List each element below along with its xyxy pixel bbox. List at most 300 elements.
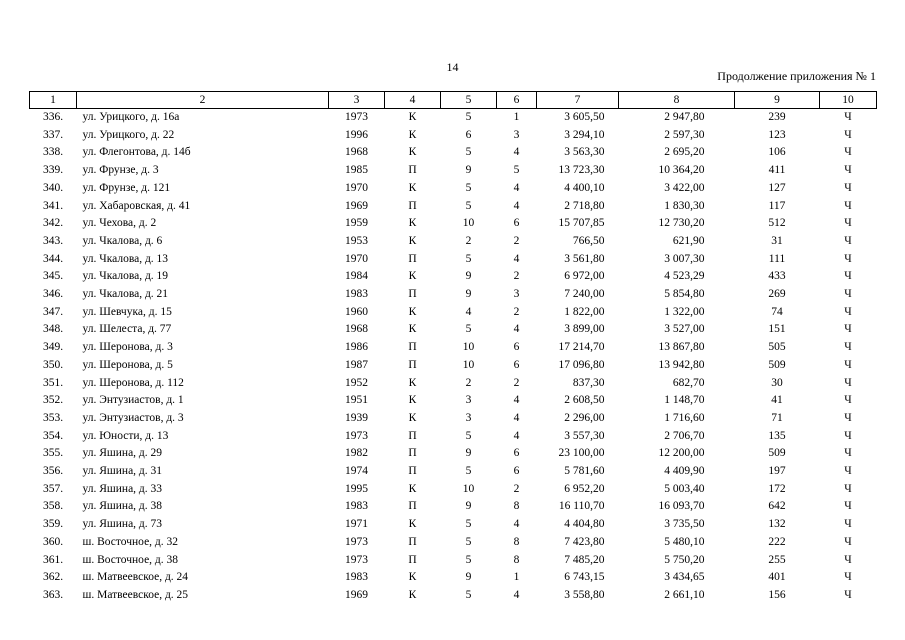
cell-ownership: Ч <box>844 500 852 513</box>
cell-entrances: 4 <box>513 323 520 336</box>
cell-address: ул. Урицкого, д. 16а <box>82 111 180 123</box>
cell-ownership: Ч <box>844 411 852 424</box>
cell-ownership: Ч <box>844 252 852 265</box>
cell-year-built: 1959 <box>345 217 368 230</box>
cell-living-area: 2 597,30 <box>664 128 705 141</box>
cell-total-area: 4 400,10 <box>564 181 605 194</box>
cell-residents: 111 <box>768 252 786 265</box>
cell-entrances: 2 <box>513 305 520 318</box>
table-row <box>30 339 877 357</box>
table-row <box>30 198 877 216</box>
cell-wall-type: К <box>408 518 417 531</box>
cell-wall-type: К <box>408 394 417 407</box>
cell-entrances: 4 <box>513 199 520 212</box>
cell-residents: 41 <box>771 394 783 407</box>
cell-living-area: 2 661,10 <box>664 588 705 601</box>
cell-residents: 269 <box>768 288 786 301</box>
cell-entrances: 6 <box>513 217 520 230</box>
cell-entrances: 4 <box>513 588 520 601</box>
cell-ownership: Ч <box>844 234 852 247</box>
cell-total-area: 3 557,30 <box>564 429 605 442</box>
cell-floors: 5 <box>465 588 472 601</box>
cell-floors: 10 <box>462 358 475 371</box>
cell-ownership: Ч <box>844 181 852 194</box>
cell-wall-type: П <box>408 199 417 212</box>
cell-entrances: 2 <box>513 482 520 495</box>
cell-total-area: 5 781,60 <box>564 465 605 478</box>
table-row <box>30 463 877 481</box>
cell-year-built: 1951 <box>345 394 368 407</box>
cell-ownership: Ч <box>844 199 852 212</box>
cell-address: ул. Чкалова, д. 19 <box>82 270 169 283</box>
cell-wall-type: П <box>408 341 417 354</box>
cell-floors: 5 <box>465 199 472 212</box>
cell-row-number: 346. <box>42 288 64 301</box>
cell-address: ул. Шевчука, д. 15 <box>82 305 172 318</box>
cell-year-built: 1939 <box>345 411 368 424</box>
cell-residents: 401 <box>768 571 786 584</box>
cell-living-area: 10 364,20 <box>658 164 705 177</box>
cell-address: ул. Фрунзе, д. 3 <box>82 164 159 177</box>
cell-floors: 5 <box>465 252 472 265</box>
cell-total-area: 3 563,30 <box>564 146 605 159</box>
cell-wall-type: К <box>408 234 417 247</box>
cell-total-area: 3 558,80 <box>564 588 605 601</box>
cell-floors: 3 <box>465 394 472 407</box>
cell-year-built: 1982 <box>345 447 368 460</box>
table-row <box>30 304 877 322</box>
cell-floors: 6 <box>465 128 472 141</box>
cell-address: ш. Матвеевское, д. 24 <box>82 571 189 584</box>
cell-total-area: 3 899,00 <box>564 323 605 336</box>
column-header: 1 <box>30 92 77 109</box>
table-row <box>30 498 877 516</box>
cell-living-area: 3 527,00 <box>664 323 705 336</box>
cell-year-built: 1984 <box>345 270 368 283</box>
cell-living-area: 1 322,00 <box>664 305 705 318</box>
cell-wall-type: П <box>408 358 417 371</box>
cell-entrances: 8 <box>513 500 520 513</box>
cell-floors: 5 <box>465 323 472 336</box>
cell-residents: 509 <box>768 358 786 371</box>
cell-row-number: 337. <box>42 128 64 141</box>
cell-address: ул. Шеронова, д. 112 <box>82 376 184 389</box>
cell-ownership: Ч <box>844 588 852 601</box>
cell-total-area: 2 296,00 <box>564 411 605 424</box>
cell-year-built: 1969 <box>345 199 368 212</box>
cell-living-area: 3 434,65 <box>664 571 705 584</box>
cell-row-number: 360. <box>42 535 64 548</box>
cell-row-number: 336. <box>42 111 64 123</box>
cell-row-number: 356. <box>42 465 64 478</box>
cell-ownership: Ч <box>844 482 852 495</box>
cell-address: ул. Энтузиастов, д. 3 <box>82 411 184 424</box>
table-row <box>30 233 877 251</box>
cell-living-area: 13 942,80 <box>658 358 705 371</box>
column-header: 3 <box>329 92 385 109</box>
cell-address: ул. Энтузиастов, д. 1 <box>82 394 184 407</box>
cell-living-area: 2 947,80 <box>664 111 705 123</box>
cell-row-number: 355. <box>42 447 64 460</box>
table-row <box>30 587 877 605</box>
cell-ownership: Ч <box>844 571 852 584</box>
cell-floors: 9 <box>465 447 472 460</box>
cell-residents: 222 <box>768 535 786 548</box>
table-row <box>30 109 877 127</box>
cell-total-area: 23 100,00 <box>558 447 605 460</box>
cell-residents: 509 <box>768 447 786 460</box>
cell-total-area: 7 485,20 <box>564 553 605 566</box>
cell-living-area: 5 003,40 <box>664 482 705 495</box>
table-row <box>30 357 877 375</box>
cell-wall-type: К <box>408 571 417 584</box>
cell-floors: 9 <box>465 270 472 283</box>
cell-address: ул. Фрунзе, д. 121 <box>82 181 171 194</box>
cell-row-number: 341. <box>42 199 64 212</box>
cell-wall-type: К <box>408 217 417 230</box>
cell-ownership: Ч <box>844 535 852 548</box>
cell-ownership: Ч <box>844 128 852 141</box>
cell-year-built: 1970 <box>345 252 368 265</box>
cell-year-built: 1969 <box>345 588 368 601</box>
cell-ownership: Ч <box>844 146 852 159</box>
table-row <box>30 428 877 446</box>
cell-total-area: 7 423,80 <box>564 535 605 548</box>
cell-living-area: 12 730,20 <box>658 217 705 230</box>
table-row <box>30 251 877 269</box>
cell-floors: 9 <box>465 164 472 177</box>
cell-wall-type: П <box>408 553 417 566</box>
cell-floors: 5 <box>465 553 472 566</box>
cell-entrances: 4 <box>513 146 520 159</box>
cell-total-area: 3 294,10 <box>564 128 605 141</box>
cell-address: ул. Чкалова, д. 13 <box>82 252 169 265</box>
header-row <box>30 92 877 109</box>
cell-residents: 197 <box>768 465 786 478</box>
cell-residents: 156 <box>768 588 786 601</box>
cell-floors: 2 <box>465 234 472 247</box>
cell-living-area: 12 200,00 <box>658 447 705 460</box>
cell-residents: 106 <box>768 146 786 159</box>
cell-total-area: 837,30 <box>572 376 605 389</box>
cell-floors: 10 <box>462 217 475 230</box>
cell-ownership: Ч <box>844 553 852 566</box>
cell-address: ул. Шелеста, д. 77 <box>82 323 172 336</box>
cell-wall-type: К <box>408 181 417 194</box>
table-row <box>30 445 877 463</box>
cell-entrances: 1 <box>513 111 520 123</box>
cell-year-built: 1973 <box>345 111 368 123</box>
cell-entrances: 2 <box>513 270 520 283</box>
cell-total-area: 17 214,70 <box>558 341 605 354</box>
table-row <box>30 127 877 145</box>
table-row <box>30 286 877 304</box>
cell-residents: 411 <box>768 164 786 177</box>
cell-year-built: 1952 <box>345 376 368 389</box>
cell-total-area: 1 822,00 <box>564 305 605 318</box>
table-row <box>30 180 877 198</box>
cell-row-number: 361. <box>42 553 64 566</box>
table-row <box>30 516 877 534</box>
cell-residents: 135 <box>768 429 786 442</box>
cell-living-area: 1 148,70 <box>664 394 705 407</box>
cell-ownership: Ч <box>844 429 852 442</box>
cell-ownership: Ч <box>844 305 852 318</box>
table-row <box>30 268 877 286</box>
table-row <box>30 534 877 552</box>
cell-total-area: 3 605,50 <box>564 111 605 123</box>
cell-wall-type: К <box>408 111 417 123</box>
cell-total-area: 2 608,50 <box>564 394 605 407</box>
cell-entrances: 4 <box>513 429 520 442</box>
column-header: 7 <box>537 92 619 109</box>
cell-row-number: 342. <box>42 217 64 230</box>
cell-living-area: 1 830,30 <box>664 199 705 212</box>
cell-residents: 512 <box>768 217 786 230</box>
cell-year-built: 1973 <box>345 553 368 566</box>
cell-year-built: 1960 <box>345 305 368 318</box>
table-row <box>30 410 877 428</box>
cell-year-built: 1973 <box>345 535 368 548</box>
cell-residents: 71 <box>771 411 783 424</box>
cell-total-area: 17 096,80 <box>558 358 605 371</box>
cell-entrances: 6 <box>513 447 520 460</box>
cell-entrances: 6 <box>513 465 520 478</box>
cell-wall-type: К <box>408 305 417 318</box>
cell-entrances: 6 <box>513 358 520 371</box>
cell-floors: 5 <box>465 146 472 159</box>
cell-residents: 433 <box>768 270 786 283</box>
cell-residents: 31 <box>771 234 783 247</box>
cell-living-area: 2 695,20 <box>664 146 705 159</box>
cell-ownership: Ч <box>844 164 852 177</box>
cell-residents: 151 <box>768 323 786 336</box>
cell-living-area: 682,70 <box>672 376 705 389</box>
cell-entrances: 4 <box>513 252 520 265</box>
column-header: 10 <box>820 92 877 109</box>
cell-row-number: 358. <box>42 500 64 513</box>
cell-address: ул. Шеронова, д. 5 <box>82 358 173 371</box>
cell-residents: 74 <box>771 305 783 318</box>
cell-wall-type: П <box>408 447 417 460</box>
cell-wall-type: К <box>408 146 417 159</box>
cell-wall-type: К <box>408 411 417 424</box>
table-row <box>30 481 877 499</box>
cell-ownership: Ч <box>844 447 852 460</box>
cell-ownership: Ч <box>844 323 852 336</box>
data-table <box>29 91 877 605</box>
cell-row-number: 353. <box>42 411 64 424</box>
cell-floors: 10 <box>462 341 475 354</box>
cell-floors: 5 <box>465 535 472 548</box>
column-header: 2 <box>77 92 329 109</box>
cell-living-area: 621,90 <box>672 234 705 247</box>
cell-ownership: Ч <box>844 341 852 354</box>
cell-floors: 9 <box>465 500 472 513</box>
cell-address: ул. Яшина, д. 73 <box>82 518 163 531</box>
cell-entrances: 6 <box>513 341 520 354</box>
cell-year-built: 1995 <box>345 482 368 495</box>
cell-year-built: 1971 <box>345 518 368 531</box>
cell-entrances: 4 <box>513 411 520 424</box>
cell-entrances: 8 <box>513 553 520 566</box>
cell-floors: 4 <box>465 305 472 318</box>
cell-residents: 127 <box>768 181 786 194</box>
cell-living-area: 3 007,30 <box>664 252 705 265</box>
table-row <box>30 392 877 410</box>
cell-row-number: 363. <box>42 588 64 601</box>
cell-total-area: 2 718,80 <box>564 199 605 212</box>
cell-living-area: 1 716,60 <box>664 411 705 424</box>
cell-year-built: 1987 <box>345 358 368 371</box>
cell-address: ул. Яшина, д. 38 <box>82 500 163 513</box>
cell-year-built: 1968 <box>345 146 368 159</box>
cell-address: ш. Восточное, д. 32 <box>82 535 179 548</box>
cell-year-built: 1973 <box>345 429 368 442</box>
cell-address: ул. Яшина, д. 29 <box>82 447 163 460</box>
cell-entrances: 4 <box>513 518 520 531</box>
cell-entrances: 4 <box>513 181 520 194</box>
cell-row-number: 339. <box>42 164 64 177</box>
cell-wall-type: К <box>408 323 417 336</box>
cell-floors: 5 <box>465 181 472 194</box>
cell-year-built: 1953 <box>345 234 368 247</box>
table-body <box>30 109 877 605</box>
cell-ownership: Ч <box>844 358 852 371</box>
cell-living-area: 13 867,80 <box>658 341 705 354</box>
cell-row-number: 344. <box>42 252 64 265</box>
cell-address: ул. Хабаровская, д. 41 <box>82 199 191 212</box>
cell-row-number: 340. <box>42 181 64 194</box>
cell-ownership: Ч <box>844 270 852 283</box>
cell-row-number: 357. <box>42 482 64 495</box>
cell-address: ул. Флегонтова, д. 14б <box>82 146 191 159</box>
cell-wall-type: П <box>408 252 417 265</box>
cell-row-number: 354. <box>42 429 64 442</box>
cell-total-area: 15 707,85 <box>558 217 605 230</box>
cell-year-built: 1983 <box>345 571 368 584</box>
cell-entrances: 2 <box>513 234 520 247</box>
cell-total-area: 4 404,80 <box>564 518 605 531</box>
cell-row-number: 347. <box>42 305 64 318</box>
cell-total-area: 6 972,00 <box>564 270 605 283</box>
cell-residents: 117 <box>768 199 786 212</box>
cell-row-number: 343. <box>42 234 64 247</box>
page-number: 14 <box>446 60 459 74</box>
table-row <box>30 321 877 339</box>
table-row <box>30 144 877 162</box>
cell-entrances: 3 <box>513 128 520 141</box>
cell-row-number: 338. <box>42 146 64 159</box>
cell-row-number: 352. <box>42 394 64 407</box>
cell-living-area: 3 735,50 <box>664 518 705 531</box>
cell-row-number: 359. <box>42 518 64 531</box>
cell-residents: 642 <box>768 500 786 513</box>
cell-living-area: 5 480,10 <box>664 535 705 548</box>
cell-year-built: 1970 <box>345 181 368 194</box>
cell-residents: 172 <box>768 482 786 495</box>
cell-year-built: 1996 <box>345 128 368 141</box>
table-row <box>30 552 877 570</box>
cell-wall-type: П <box>408 288 417 301</box>
cell-total-area: 6 743,15 <box>564 571 605 584</box>
column-header: 4 <box>385 92 441 109</box>
cell-floors: 5 <box>465 111 472 123</box>
cell-wall-type: К <box>408 270 417 283</box>
cell-wall-type: П <box>408 535 417 548</box>
cell-floors: 10 <box>462 482 475 495</box>
cell-wall-type: П <box>408 500 417 513</box>
cell-residents: 505 <box>768 341 786 354</box>
table-row <box>30 162 877 180</box>
cell-floors: 5 <box>465 465 472 478</box>
cell-entrances: 1 <box>513 571 520 584</box>
cell-address: ул. Чкалова, д. 21 <box>82 288 169 301</box>
cell-address: ш. Матвеевское, д. 25 <box>82 588 189 601</box>
cell-total-area: 3 561,80 <box>564 252 605 265</box>
cell-living-area: 16 093,70 <box>658 500 705 513</box>
cell-address: ул. Яшина, д. 31 <box>82 465 163 478</box>
cell-wall-type: П <box>408 429 417 442</box>
cell-total-area: 7 240,00 <box>564 288 605 301</box>
column-header: 9 <box>735 92 820 109</box>
cell-address: ул. Урицкого, д. 22 <box>82 128 175 141</box>
cell-residents: 255 <box>768 553 786 566</box>
cell-row-number: 349. <box>42 341 64 354</box>
cell-total-area: 766,50 <box>572 234 605 247</box>
cell-row-number: 351. <box>42 376 64 389</box>
cell-address: ул. Чкалова, д. 6 <box>82 234 163 247</box>
cell-ownership: Ч <box>844 465 852 478</box>
cell-living-area: 3 422,00 <box>664 181 705 194</box>
cell-entrances: 4 <box>513 394 520 407</box>
cell-address: ул. Шеронова, д. 3 <box>82 341 173 354</box>
cell-year-built: 1985 <box>345 164 368 177</box>
cell-entrances: 3 <box>513 288 520 301</box>
cell-row-number: 362. <box>42 571 64 584</box>
cell-address: ул. Яшина, д. 33 <box>82 482 163 495</box>
cell-address: ул. Юности, д. 13 <box>82 429 169 442</box>
cell-residents: 123 <box>768 128 786 141</box>
cell-wall-type: П <box>408 164 417 177</box>
cell-entrances: 5 <box>513 164 520 177</box>
cell-living-area: 2 706,70 <box>664 429 705 442</box>
cell-wall-type: К <box>408 128 417 141</box>
cell-living-area: 5 750,20 <box>664 553 705 566</box>
table-row <box>30 375 877 393</box>
cell-year-built: 1986 <box>345 341 368 354</box>
cell-ownership: Ч <box>844 394 852 407</box>
column-header: 6 <box>497 92 537 109</box>
cell-year-built: 1983 <box>345 500 368 513</box>
cell-living-area: 5 854,80 <box>664 288 705 301</box>
cell-floors: 3 <box>465 411 472 424</box>
cell-wall-type: К <box>408 482 417 495</box>
cell-living-area: 4 409,90 <box>664 465 705 478</box>
cell-year-built: 1968 <box>345 323 368 336</box>
cell-ownership: Ч <box>844 217 852 230</box>
table-row <box>30 569 877 587</box>
cell-row-number: 345. <box>42 270 64 283</box>
cell-row-number: 348. <box>42 323 64 336</box>
cell-year-built: 1974 <box>345 465 368 478</box>
cell-ownership: Ч <box>844 288 852 301</box>
cell-total-area: 13 723,30 <box>558 164 605 177</box>
cell-total-area: 16 110,70 <box>558 500 605 513</box>
table-row <box>30 215 877 233</box>
cell-residents: 239 <box>768 111 786 123</box>
cell-entrances: 2 <box>513 376 520 389</box>
